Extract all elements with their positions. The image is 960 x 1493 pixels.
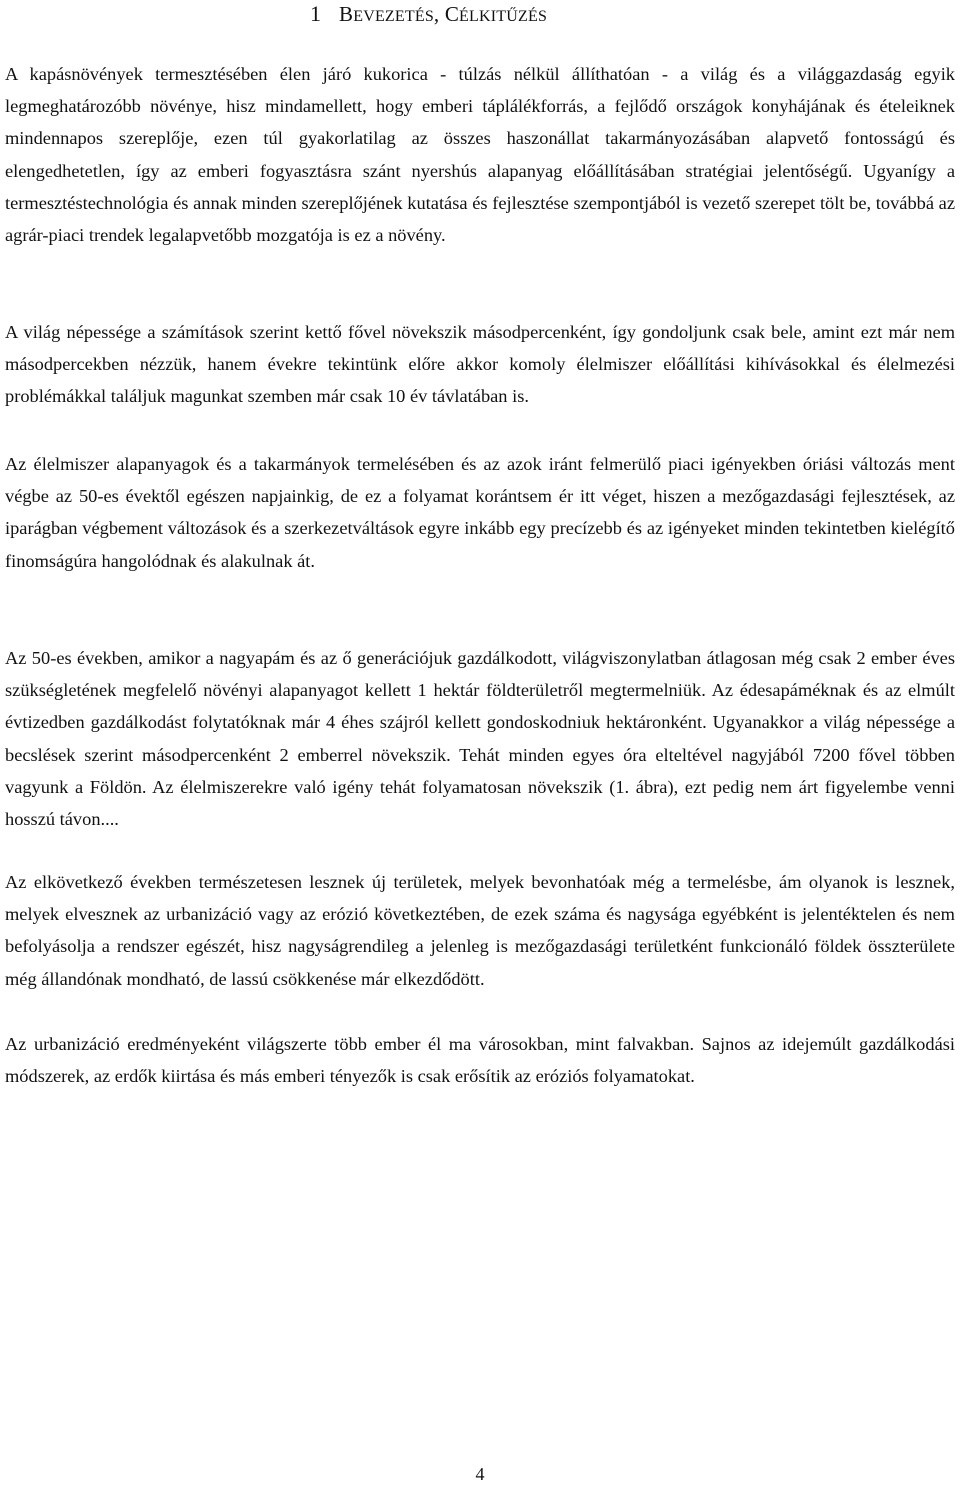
body-paragraph: Az 50-es években, amikor a nagyapám és az ő generációjuk gazdálkodott, világviszonylatban átlagosan még csak 2 ember éves szükségletének megfelelő növényi alapanyagot kellett 1 hektár földterületről megtermelniük. Az édesapáméknak és az elmúlt évtizedben gazdálkodást folytatóknak már 4 éhes szájról kellett gondoskodniuk hektáronként. Ugyanakkor a világ népessége a becslések szerint másodpercenként 2 emberrel növekszik. Tehát minden egyes óra elteltével nagyjából 7200 fővel többen vagyunk a Földön. Az élelmiszerekre való igény tehát folyamatosan növekszik (1. ábra), ezt pedig nem árt figyelembe venni hosszú távon.... [5, 648, 955, 830]
section-heading [310, 0, 547, 28]
section-number: 1 [310, 1, 321, 26]
title-initial-1: B [339, 2, 354, 26]
title-rest-2: ÉLKITŰZÉS [459, 8, 548, 25]
title-initial-2: C [444, 2, 460, 26]
body-paragraph: A kapásnövények termesztésében élen járó kukorica - túlzás nélkül állíthatóan - a világ és a világgazdaság egyik legmeghatározóbb növénye, hisz mindamellett, hogy emberi táplálékforrás, a fejlődő országok konyhájának és ételeiknek mindennapos szereplője, ezen túl gyakorlatilag az összes haszonállat takarmányozásában alapvető fontosságú és elengedhetetlen, így az emberi fogyasztásra szánt nyershús alapanyag előállításában stratégiai jelentőségű. Ugyanígy a termesztéstechnológia és annak minden szereplőjének kutatása és fejlesztése szempontjából is vezető szerepet tölt be, továbbá az agrár-piaci trendek legalapvetőbb mozgatója is ez a növény. [5, 64, 955, 246]
section-title [339, 2, 547, 26]
body-paragraph: Az elkövetkező években természetesen lesznek új területek, melyek bevonhatóak még a termelésbe, ám olyanok is lesznek, melyek elvesznek az urbanizáció vagy az erózió következtében, de ezek száma és nagysága egyébként is jelentéktelen és nem befolyásolja a rendszer egészét, hisz nagyságrendileg a jelenleg is mezőgazdasági területként funkcionáló földek összterülete még állandónak mondható, de lassú csökkenése már elkezdődött. [5, 872, 955, 989]
body-paragraph: Az urbanizáció eredményeként világszerte több ember él ma városokban, mint falvakban. Sajnos az idejemúlt gazdálkodási módszerek, az erdők kiirtása és más emberi tényezők is csak erősítik az eróziós folyamatokat. [5, 1034, 955, 1087]
title-separator: , [433, 2, 445, 26]
title-rest-1: EVEZETÉS [353, 8, 434, 25]
body-paragraph: Az élelmiszer alapanyagok és a takarmányok termelésében és az azok iránt felmerülő piaci igényekben óriási változás ment végbe az 50-es évektől egészen napjainkig, de ez a folyamat korántsem ér itt véget, hiszen a mezőgazdasági fejlesztések, az iparágban végbement változások és a szerkezetváltások egyre inkább egy precízebb és az igényeket minden tekintetben kielégítő finomságúra hangolódnak és alakulnak át. [5, 454, 955, 571]
page-number: 4 [475, 1464, 485, 1484]
body-paragraph: A világ népessége a számítások szerint kettő fővel növekszik másodpercenként, így gondoljunk csak bele, amint ezt már nem másodpercekben nézzük, hanem évekre tekintünk előre akkor komoly élelmiszer előállítási kihívásokkal és élelmezési problémákkal találjuk magunkat szemben már csak 10 év távlatában is. [5, 322, 955, 407]
